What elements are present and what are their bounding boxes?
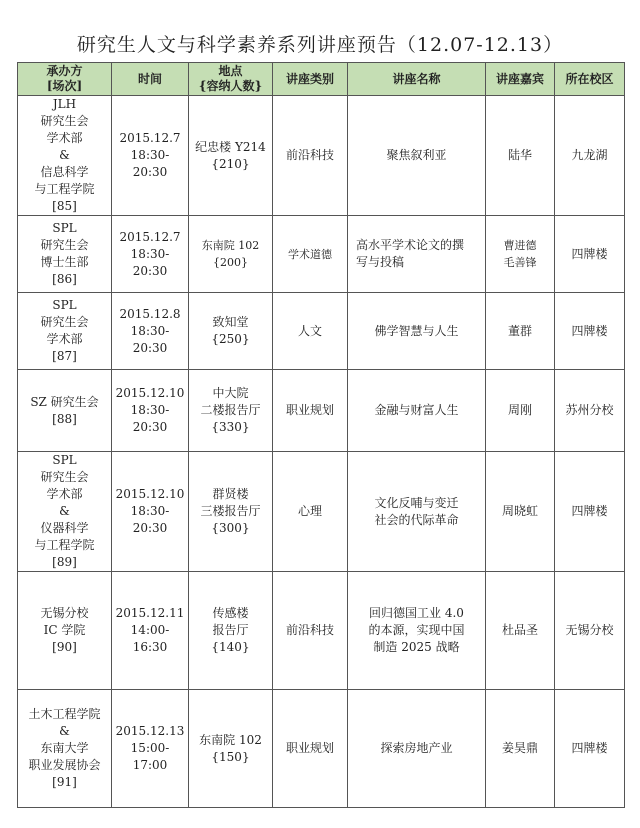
speaker-cell: 陆华: [486, 96, 555, 216]
place-cell: 致知堂 {250}: [189, 293, 273, 370]
time-cell: 2015.12.11 14:00-16:30: [112, 572, 189, 690]
organizer-cell: 土木工程学院 & 东南大学 职业发展协会 [91]: [18, 690, 112, 808]
header-time: 时间: [112, 63, 189, 96]
speaker-cell: 姜昊鼎: [486, 690, 555, 808]
campus-cell: 四牌楼: [555, 216, 625, 293]
place-cell: 纪忠楼 Y214 {210}: [189, 96, 273, 216]
time-cell: 2015.12.13 15:00-17:00: [112, 690, 189, 808]
header-campus: 所在校区: [555, 63, 625, 96]
category-cell: 学术道德: [273, 216, 348, 293]
speaker-cell: 杜品圣: [486, 572, 555, 690]
lecture-name-cell: 探索房地产业: [348, 690, 486, 808]
category-cell: 前沿科技: [273, 96, 348, 216]
speaker-cell: 曹进德 毛善锋: [486, 216, 555, 293]
time-cell: 2015.12.10 18:30-20:30: [112, 370, 189, 452]
campus-cell: 苏州分校: [555, 370, 625, 452]
organizer-cell: SPL 研究生会 博士生部 [86]: [18, 216, 112, 293]
campus-cell: 九龙湖: [555, 96, 625, 216]
lecture-name-cell: 聚焦叙利亚: [348, 96, 486, 216]
place-cell: 群贤楼 三楼报告厅 {300}: [189, 452, 273, 572]
table-row: [18, 452, 625, 572]
category-cell: 人文: [273, 293, 348, 370]
header-lecture-name: 讲座名称: [348, 63, 486, 96]
lecture-name-cell: 金融与财富人生: [348, 370, 486, 452]
campus-cell: 四牌楼: [555, 452, 625, 572]
speaker-cell: 周刚: [486, 370, 555, 452]
organizer-cell: SZ 研究生会 [88]: [18, 370, 112, 452]
page-title: 研究生人文与科学素养系列讲座预告（12.07-12.13）: [76, 34, 564, 56]
place-cell: 中大院 二楼报告厅 {330}: [189, 370, 273, 452]
category-cell: 职业规划: [273, 690, 348, 808]
speaker-cell: 董群: [486, 293, 555, 370]
header-category: 讲座类别: [273, 63, 348, 96]
header-place: 地点 {容纳人数}: [189, 63, 273, 96]
lecture-name-cell: 高水平学术论文的撰 写与投稿: [348, 216, 486, 293]
time-cell: 2015.12.10 18:30-20:30: [112, 452, 189, 572]
place-cell: 东南院 102 {150}: [189, 690, 273, 808]
header-organizer: 承办方 [场次]: [18, 63, 112, 96]
campus-cell: 四牌楼: [555, 690, 625, 808]
lecture-schedule-table: [17, 62, 625, 808]
speaker-cell: 周晓虹: [486, 452, 555, 572]
organizer-cell: JLH 研究生会 学术部 & 信息科学 与工程学院 [85]: [18, 96, 112, 216]
place-cell: 传感楼 报告厅 {140}: [189, 572, 273, 690]
time-cell: 2015.12.7 18:30-20:30: [112, 96, 189, 216]
place-cell: 东南院 102 {200}: [189, 216, 273, 293]
campus-cell: 无锡分校: [555, 572, 625, 690]
lecture-name-cell: 佛学智慧与人生: [348, 293, 486, 370]
table-header-row: [18, 63, 625, 96]
table-row: [18, 216, 625, 293]
category-cell: 职业规划: [273, 370, 348, 452]
table-row: [18, 96, 625, 216]
organizer-cell: SPL 研究生会 学术部 & 仪器科学 与工程学院 [89]: [18, 452, 112, 572]
header-speaker: 讲座嘉宾: [486, 63, 555, 96]
organizer-cell: SPL 研究生会 学术部 [87]: [18, 293, 112, 370]
table-row: [18, 370, 625, 452]
time-cell: 2015.12.7 18:30-20:30: [112, 216, 189, 293]
category-cell: 心理: [273, 452, 348, 572]
organizer-cell: 无锡分校 IC 学院 [90]: [18, 572, 112, 690]
lecture-name-cell: 回归德国工业 4.0 的本源，实现中国 制造 2025 战略: [348, 572, 486, 690]
category-cell: 前沿科技: [273, 572, 348, 690]
table-row: [18, 293, 625, 370]
lecture-name-cell: 文化反哺与变迁 社会的代际革命: [348, 452, 486, 572]
time-cell: 2015.12.8 18:30-20:30: [112, 293, 189, 370]
campus-cell: 四牌楼: [555, 293, 625, 370]
table-row: [18, 690, 625, 808]
table-row: [18, 572, 625, 690]
